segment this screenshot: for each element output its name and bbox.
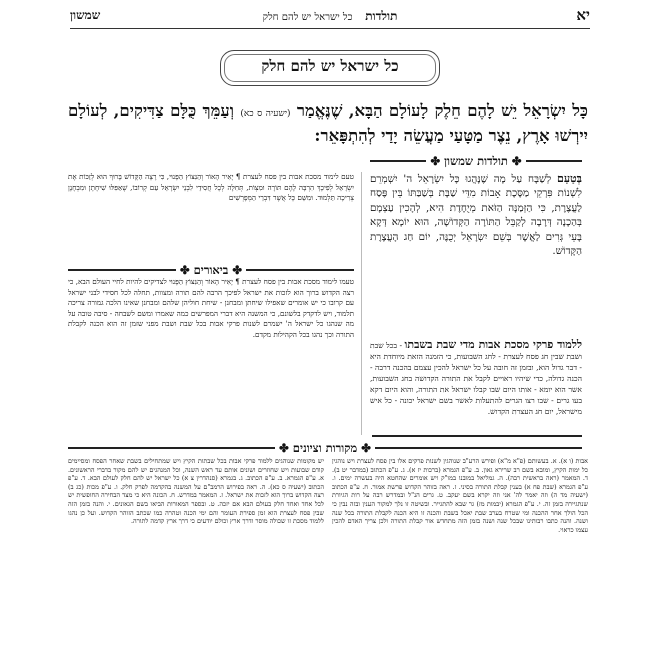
sources-right-column — [332, 457, 588, 647]
title-rule — [68, 269, 176, 271]
title-rule — [246, 269, 354, 271]
mekorot-title-text: מקורות וציונים — [292, 441, 358, 455]
title-rule — [375, 447, 582, 449]
mekorot-section-title — [68, 440, 582, 456]
biurim-lead: ללמוד פרקי מסכת אבות מדי שבת בשבתו — [404, 339, 582, 351]
ornament-icon: ✤ — [361, 441, 371, 455]
title-rule — [370, 160, 426, 162]
biurim-right-column — [370, 339, 582, 435]
toldot-section-title — [370, 153, 582, 169]
mishna-source: (ישעיה ס כא) — [240, 109, 291, 119]
header-small-title: כל ישראל יש להם חלק — [262, 12, 353, 23]
title-rule — [526, 160, 582, 162]
banner-title: כל ישראל יש להם חלק — [261, 57, 399, 75]
sources-right-text: אבות (ו א). א. בעשותם (פ"א מ"א) ופירש הרע"ב שנוהגין לשנות פרקים אלו בין פסח לעצרת ויש נוהגין כל ימות הקיץ, ומובא בשם רב שרירא גאון. ב. ע"פ הגמרא (ברכות יז א). ג. ע"פ הכתוב (במדבר יט ב). ד. המאמר (ראה בראשית רבה). ה. גמליאל במובנו במו"ק ויש אומרים שהחטא היה בעשרה ימים. ו. ע"פ הגמרא (שבת פח א) בענין קבלת התורה בסיני. ז. ראה בזוהר הקדוש פרשת אמור. ח. ע"פ הכתוב (ישעיה מד ה) וזה יאמר לה' אני וזה יקרא בשם יעקב. ט. גרים הנ"ל ובמדרש רבה על רות הגיורת שנתגיירה בזמן זה. י. ע"פ הגמרא (יבמות מז) גר שבא להתגייר. ובשיטה זו נלך למקור הענין ובזה נבין כי הכל הולך אחר ההכנה ומי שטרח בערב שבת יאכל בשבת והכנה זו היא הכנה לקבלת התורה בכל שנה ושנה. והנה כתבו רבותינו שבכל שנה ושנה בזמן הזה מתחדש אור קבלת התורה ולכן צריך האדם להכין עצמו כראוי. — [332, 457, 588, 534]
ornament-icon: ✤ — [179, 263, 190, 277]
ornament-icon: ✤ — [430, 154, 441, 168]
ornamental-banner — [210, 44, 450, 92]
commentary-main-text: לְשַׁבָּח עַל מָה שֶׁנָּהֲגוּ כָּל יִשְׂרָאֵל ה' יִשְׁמְרֵם לִשְׁנוֹת פִּרְקֵי מַסֶּכֶת אָבוֹת מִדֵּי שַׁבָּת בְּשַׁבַּתּוֹ בֵּין פֶּסַח לַעֲצֶרֶת, כִּי הַזְּמַנָּה הַזֹּאת מְיֻחֶדֶת הִיא, לְהָכִין עַצְמָם בְּהַכָנָה דְּרָבָה לְקַבֵּל הַתּוֹרָה הַקְּדוֹשָׁה, הוּא יוֹמָא דְּקָא בָּעֵי גְּרִים לַאֲשֶׁר בְּשֵׁם יִשְׂרָאֵל יְכֻנֶּה, יוֹם חַג הָעֲצֶרֶת הַקָּדוֹשׁ. — [370, 173, 582, 258]
ornament-icon: ✤ — [232, 263, 242, 277]
biurim-title-text: ביאורים — [193, 263, 229, 277]
biurim-right-text: - בכל שבת ושבת שבין חג פסח לעצרת - לחג השבועות, כי הזמנה הזאת מיוחדת היא - דבר גדול הוא, ובזמן זה חובה על כל ישראל להכין עצמם בהכנה דרבה - הכנה גדולה, כדי שיהיו ראויים לקבל את התורה הקדושה בחג השבועות, אשר הוא יומא - אותו היום שבו קבלו ישראל את התורה, והוא היום דקא בעו גרים - שבו רצו הגרים להתעלות לאשר בשם ישראל יכונה - כל איש מישראל, יום חג העצרת הקדוש. — [370, 341, 582, 416]
biurim-left-column — [68, 277, 354, 391]
mishna-text — [68, 100, 588, 146]
sources-left-text: יש מקומות שנוהגים ללמוד פרקי אבות בכל שבתות הקיץ ויש שמתחילים בשבת שאחר הפסח ומסיימים קודם שבועות ויש שחוזרים ושונים אותם עד ראש השנה, וכל המנהגים יש להם מקור בדברי הראשונים. א. ע"פ הגמרא. ב. ע"פ הכתוב. ג. בגמרא (סנהדרין צ א) כל ישראל יש להם חלק לעולם הבא. ד. ע"פ הכתוב (ישעיה ס כא). ה. ראה בפירוש הרמב"ם על המשנה בהקדמה לפרק חלק. ו. ע"פ מכות (כג ב) רצה הקדוש ברוך הוא לזכות את ישראל. ז. המאמר במדרש. ח. הכונה היא כי מצד הבחירה החופשית יש לכל אחד ואחד חלק בעולם הבא אם יזכה. ט. ובספר המאורות הביאו בשם הגאונים. י. והנה בזמן הזה שבין פסח לעצרת הוא זמן ספירת העומר והם ימי הכנה וטהרה כמו שכתב הזוהר הקדוש. ועל כן נהגו ללמוד מסכת זו שכולה מוסר ודרך ארץ וכולם יודעים כי דרך ארץ קדמה לתורה. — [68, 457, 324, 526]
title-rule — [68, 447, 275, 449]
biurim-section-title — [68, 262, 354, 278]
mishna-part-1: כָּל יִשְׂרָאֵל יֵשׁ לָהֶם חֵלֶק לָעוֹלָם הַבָּא, שֶׁנֶּאֱמַר — [296, 101, 588, 120]
running-header — [70, 6, 590, 29]
commentary-lead-word: בְּטַעַם — [556, 172, 582, 185]
side-commentary-text: טעם לימוד מסכת אבות בין פסח לעצרת ¶ יָאִיר הָאוֹר וְהַנִּצּוֹץ הַפָּנוּי, כִּי רָצָה הַקָּדוֹשׁ בָּרוּךְ הוּא לְזַכּוֹת אֶת יִשְׂרָאֵל לְפִיכָךְ הִרְבָּה לָהֶם תּוֹרָה וּמִצְוֹת, תְּחִלָּה לְכָל חֲסִידֵי לִבְנֵי יִשְׂרָאֵל עַם קְרוֹבוֹ, שֶׁאַפִּלּוּ שִׁיחָתָן וּמִבְחָנָן צְרִיכָה תַּלְמוּד. וּמִשֵּׁם כָּל אֲשֶׁר דִּבְרֵי הַמְּפָרְשִׁים — [68, 172, 354, 203]
sources-left-column — [68, 457, 324, 647]
commentary-main-column — [370, 172, 582, 314]
header-subtitle — [70, 9, 590, 24]
header-book-title: שמשון — [70, 8, 101, 22]
mishna-part-2: וְעַמֵּךְ כֻּלָּם צַדִּיקִים, לְעוֹלָם יִירְשׁוּ אָרֶץ, נֵצֶר מַטָּעַי מַעֲשֵׂה יָדַי לְהִתְפָּאֵר: — [68, 101, 588, 145]
column-divider — [361, 172, 362, 435]
section-rule — [372, 435, 582, 437]
side-commentary — [68, 172, 354, 256]
ornament-icon: ✤ — [279, 441, 289, 455]
ornament-icon: ✤ — [511, 154, 522, 168]
page-number: יא — [576, 6, 590, 24]
toldot-title-text: תולדות שמשון — [444, 154, 508, 168]
biurim-left-text: טעמו לימוד מסכת אבות בין פסח לעצרת ¶ יָאִיר הָאוֹר וְהַנִּצּוֹץ הַפָּנוּי לצדיקים להיות לחיי העולם הבא, כי רצה הקדוש ברוך הוא לזכות את ישראל לפיכך הרבה להם תורה ומצוות, תחלה לכל חסידי לבני ישראל עם קרובו כי יש אומרים שאפילו שיחתן ומבחנן - שיחת חוליהן שלהם ומבחנן שאינו הלכה גמורה צריכה תלמוד, ויש לדקדק בלשונם, כי המשנה היא דברי המפרשים כמה שאמרו ומשם לשבחה - סיבה טובה על מה שנהגו כל ישראל ה' ישמרם לשנות פרקי אבות בכל שבת ושבת מפני שזמן זה הוא הכנה לקבלת התורה וכך נהגו בכל הקהילות מקדם. — [68, 277, 354, 339]
header-series: תולדות — [365, 9, 398, 23]
